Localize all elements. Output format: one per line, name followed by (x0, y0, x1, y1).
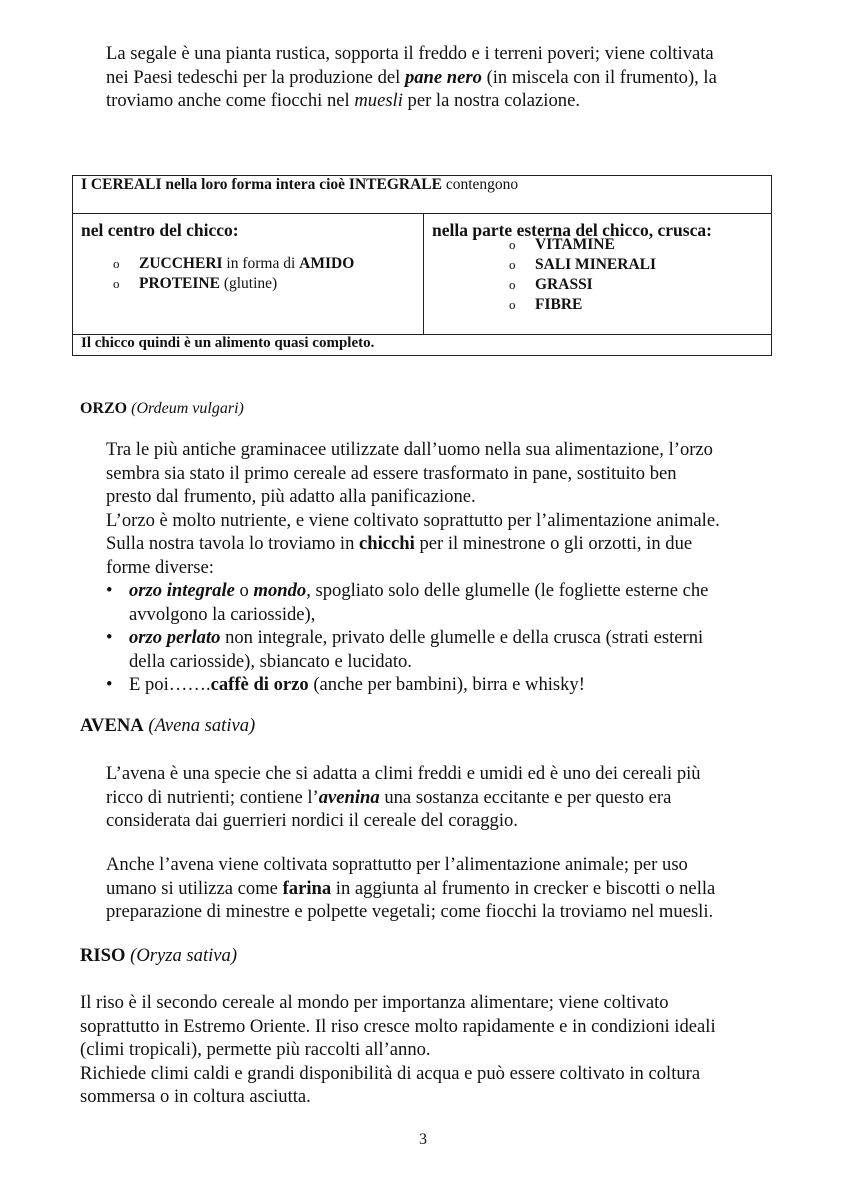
text-line: nei Paesi tedeschi per la produzione del pane nero (in miscela con il frumento), la (106, 66, 717, 88)
emphasis-term: muesli (354, 90, 403, 111)
text-line: sembra sia stato il primo cereale ad essere trasformato in pane, sostituito ben (106, 462, 677, 484)
text-line: Il riso è il secondo cereale al mondo per importanza alimentare; viene coltivato (80, 992, 669, 1013)
riso-heading: RISO (Oryza sativa) (80, 945, 238, 966)
list-item: • E poi…….caffè di orzo (anche per bambini), birra e whisky! (106, 674, 585, 695)
table-cell-center (73, 214, 424, 335)
list-item: o PROTEINE (glutine) (113, 275, 278, 292)
riso-paragraph (80, 991, 716, 1109)
text-line: presto dal frumento, più adatto alla panificazione. (106, 486, 476, 507)
text-line: Tra le più antiche graminacee utilizzate dall’uomo nella sua alimentazione, l’orzo (106, 439, 713, 460)
list-item: • orzo perlato non integrale, privato delle glumelle e della crusca (strati esterni della cariosside), sbiancato e lucidato. (106, 627, 704, 672)
table-footer-row (73, 335, 772, 356)
text-line: sommersa o in coltura asciutta. (80, 1086, 311, 1107)
intro-paragraph (106, 42, 717, 113)
text-line: Sulla nostra tavola lo troviamo in chicchi per il minestrone o gli orzotti, in due (106, 533, 693, 554)
text-line: ricco di nutrienti; contiene l’avenina una sostanza eccitante e per questo era (106, 786, 672, 808)
orzo-paragraph (106, 438, 720, 579)
avena-paragraph-2 (106, 853, 715, 924)
page-number: 3 (419, 1131, 427, 1148)
text-line: forme diverse: (106, 556, 214, 578)
text-line: preparazione di minestre e polpette vegetali; come fiocchi la troviamo nel muesli. (106, 901, 714, 922)
table-footer-cell: Il chicco quindi è un alimento quasi completo. (73, 335, 772, 356)
column-title: nel centro del chicco: (81, 220, 239, 240)
table-header-row (73, 176, 772, 214)
orzo-forms-list (104, 579, 804, 697)
avena-paragraph-1 (106, 762, 701, 833)
emphasis-term: pane nero (404, 66, 482, 88)
text-line: Richiede climi caldi e grandi disponibilità di acqua e può essere coltivato in coltura (80, 1062, 701, 1084)
outer-list (509, 235, 763, 315)
cereali-table (72, 175, 772, 356)
text-line: La segale è una pianta rustica, sopporta il freddo e i terreni poveri; viene coltivata (106, 43, 714, 64)
text-line: (climi tropicali), permette più raccolti all’anno. (80, 1039, 431, 1060)
text-line: L’avena è una specie che si adatta a climi freddi e umidi ed è uno dei cereali più (106, 763, 701, 784)
column-title: nella parte esterna del chicco, crusca: (432, 220, 712, 240)
table-header-cell: I CEREALI nella loro forma intera cioè INTEGRALE contengono (73, 176, 772, 214)
list-item: • orzo integrale o mondo, spogliato solo delle glumelle (le fogliette esterne che avvolgono la cariosside), (106, 580, 709, 625)
text-line: considerata dai guerrieri nordici il cereale del coraggio. (106, 810, 518, 831)
text-line: troviamo anche come fiocchi nel muesli per la nostra colazione. (106, 90, 580, 111)
list-item: o SALI MINERALI (509, 256, 657, 273)
list-item: o FIBRE (509, 296, 583, 313)
orzo-heading: ORZO (Ordeum vulgari) (80, 400, 244, 417)
list-item: o GRASSI (509, 276, 593, 293)
text-line: umano si utilizza come farina in aggiunta al frumento in crecker e biscotti o nella (106, 877, 716, 899)
text-line: Anche l’avena viene coltivata soprattutto per l’alimentazione animale; per uso (106, 854, 688, 875)
list-item: o VITAMINE (509, 236, 615, 253)
table-body-row (73, 214, 772, 335)
avena-heading: AVENA (Avena sativa) (80, 715, 256, 736)
list-item: o ZUCCHERI in forma di AMIDO (113, 255, 355, 272)
text-line: L’orzo è molto nutriente, e viene coltivato soprattutto per l’alimentazione animale. (106, 509, 720, 531)
text-line: soprattutto in Estremo Oriente. Il riso cresce molto rapidamente e in condizioni ideali (80, 1015, 716, 1037)
center-list (113, 254, 415, 294)
table-cell-outer (424, 214, 772, 335)
